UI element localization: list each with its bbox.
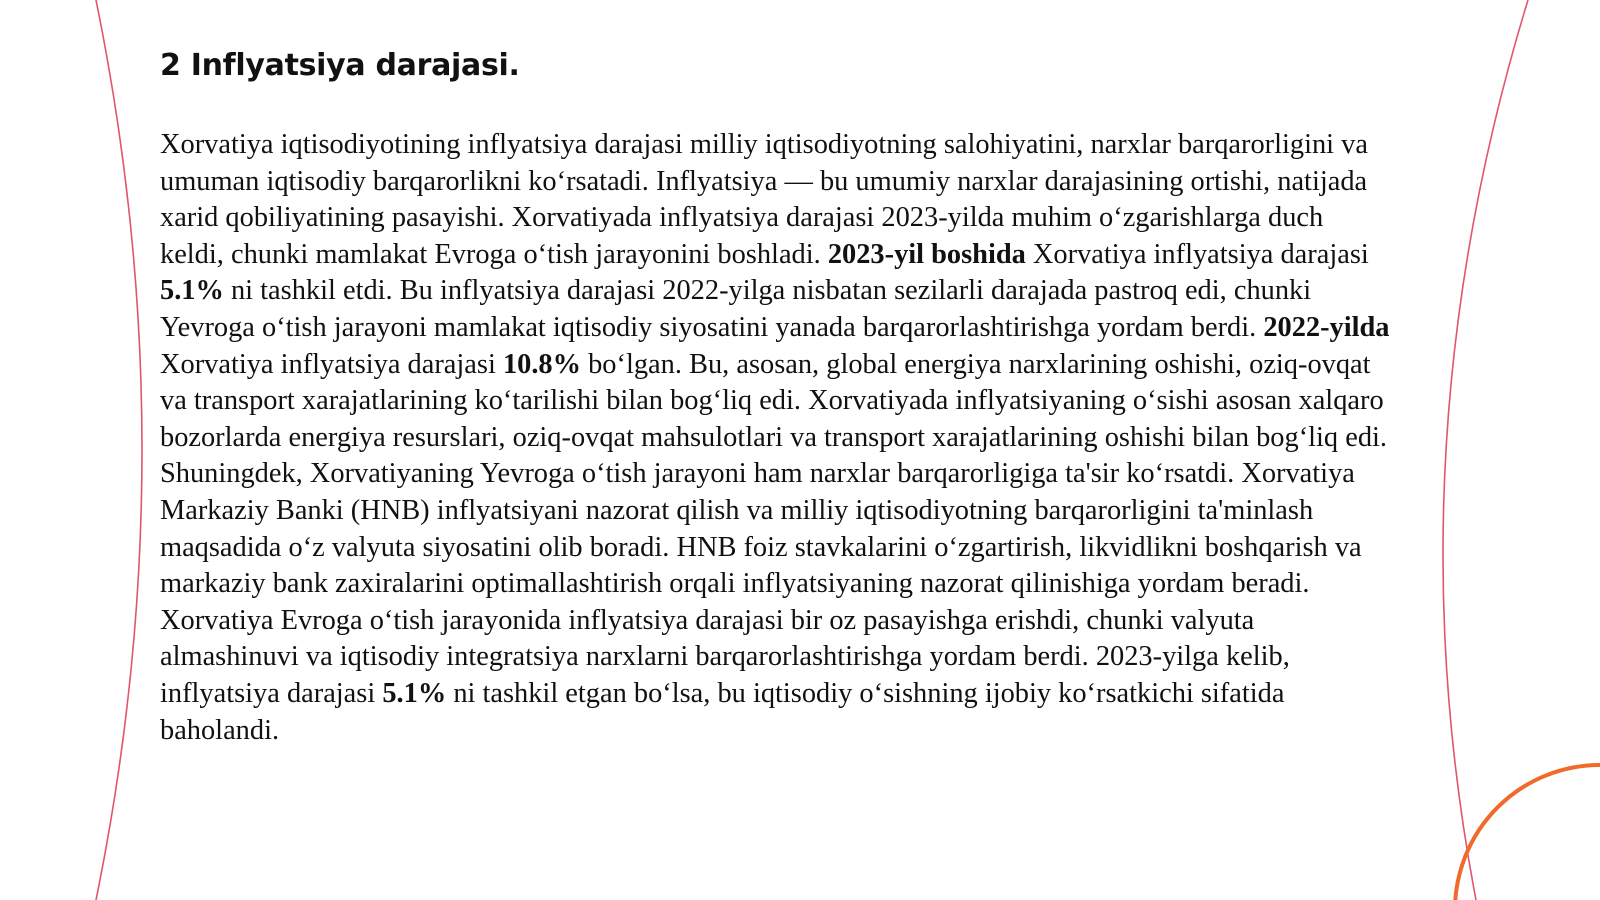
body-bold-run: 5.1% — [160, 275, 224, 307]
body-text-run: ni tashkil etdi. Bu inflyatsiya darajasi 2022-yilga nisbatan sezilarli darajada pastroq edi, chunki Yevroga o‘tish jarayoni mamlakat iqtisodiy siyosatini yanada barqarorlashtirishga yordam berdi. — [160, 275, 1312, 343]
body-bold-run: 2023-yil boshida — [827, 238, 1026, 270]
body-text-run: ni tashkil etgan bo‘lsa, bu iqtisodiy o‘sishning ijobiy ko‘rsatkichi sifatida baholandi. — [160, 677, 1285, 746]
page-title: 2 Inflyatsiya darajasi. — [160, 48, 520, 83]
body-text-run: Xorvatiya iqtisodiyotining inflyatsiya darajasi milliy iqtisodiyotning salohiyatini, narxlar barqarorligini va umuman iqtisodiy barqarorlikni ko‘rsatadi. Inflyatsiya — bu umumiy narxlar darajasining ortishi, natijada xarid qobiliyatining pasayishi. Xorvatiyada inflyatsiya darajasi 2023-yilda muhim o‘zgarishlarga duch keldi, chunki mamlakat Evroga o‘tish jarayonini boshladi. — [160, 129, 1368, 270]
body-text-run: Xorvatiya inflyatsiya darajasi — [1025, 238, 1369, 270]
body-text-run: bo‘lgan. Bu, asosan, global energiya narxlarining oshishi, oziq-ovqat va transport xarajatlarining ko‘tarilishi bilan bog‘liq edi. Xorvatiyada inflyatsiyaning o‘sishi asosan xalqaro bozorlarda energiya resurslari, oziq-ovqat mahsulotlari va transport xarajatlarining oshishi bilan bog‘liq edi. Shuningdek, Xorvatiyaning Yevroga o‘tish jarayoni ham narxlar barqarorligiga ta'sir ko‘rsatdi. Xorvatiya Markaziy Banki (HNB) inflyatsiyani nazorat qilish va milliy iqtisodiyotning barqarorligini ta'minlash maqsadida o‘z valyuta siyosatini olib boradi. HNB foiz stavkalarini o‘zgartirish, likvidlikni boshqarish va markaziy bank zaxiralarini optimallashtirish orqali inflyatsiyaning nazorat qilinishiga yordam beradi. Xorvatiya Evroga o‘tish jarayonida inflyatsiya darajasi bir oz pasayishga erishdi, chunki valyuta almashinuvi va iqtisodiy integratsiya narxlarni barqarorlashtirishga yordam berdi. 2023-yilga kelib, inflyatsiya darajasi — [160, 348, 1388, 709]
body-paragraph — [160, 127, 1390, 749]
body-text-run: Xorvatiya inflyatsiya darajasi — [160, 348, 503, 380]
body-bold-run: 10.8% — [502, 348, 582, 380]
body-bold-run: 5.1% — [382, 677, 447, 709]
body-bold-run: 2022-yilda — [1263, 311, 1390, 343]
right-curve-line — [1443, 0, 1528, 900]
left-curve-line — [96, 0, 142, 900]
orange-circle-arc — [1455, 765, 1600, 900]
